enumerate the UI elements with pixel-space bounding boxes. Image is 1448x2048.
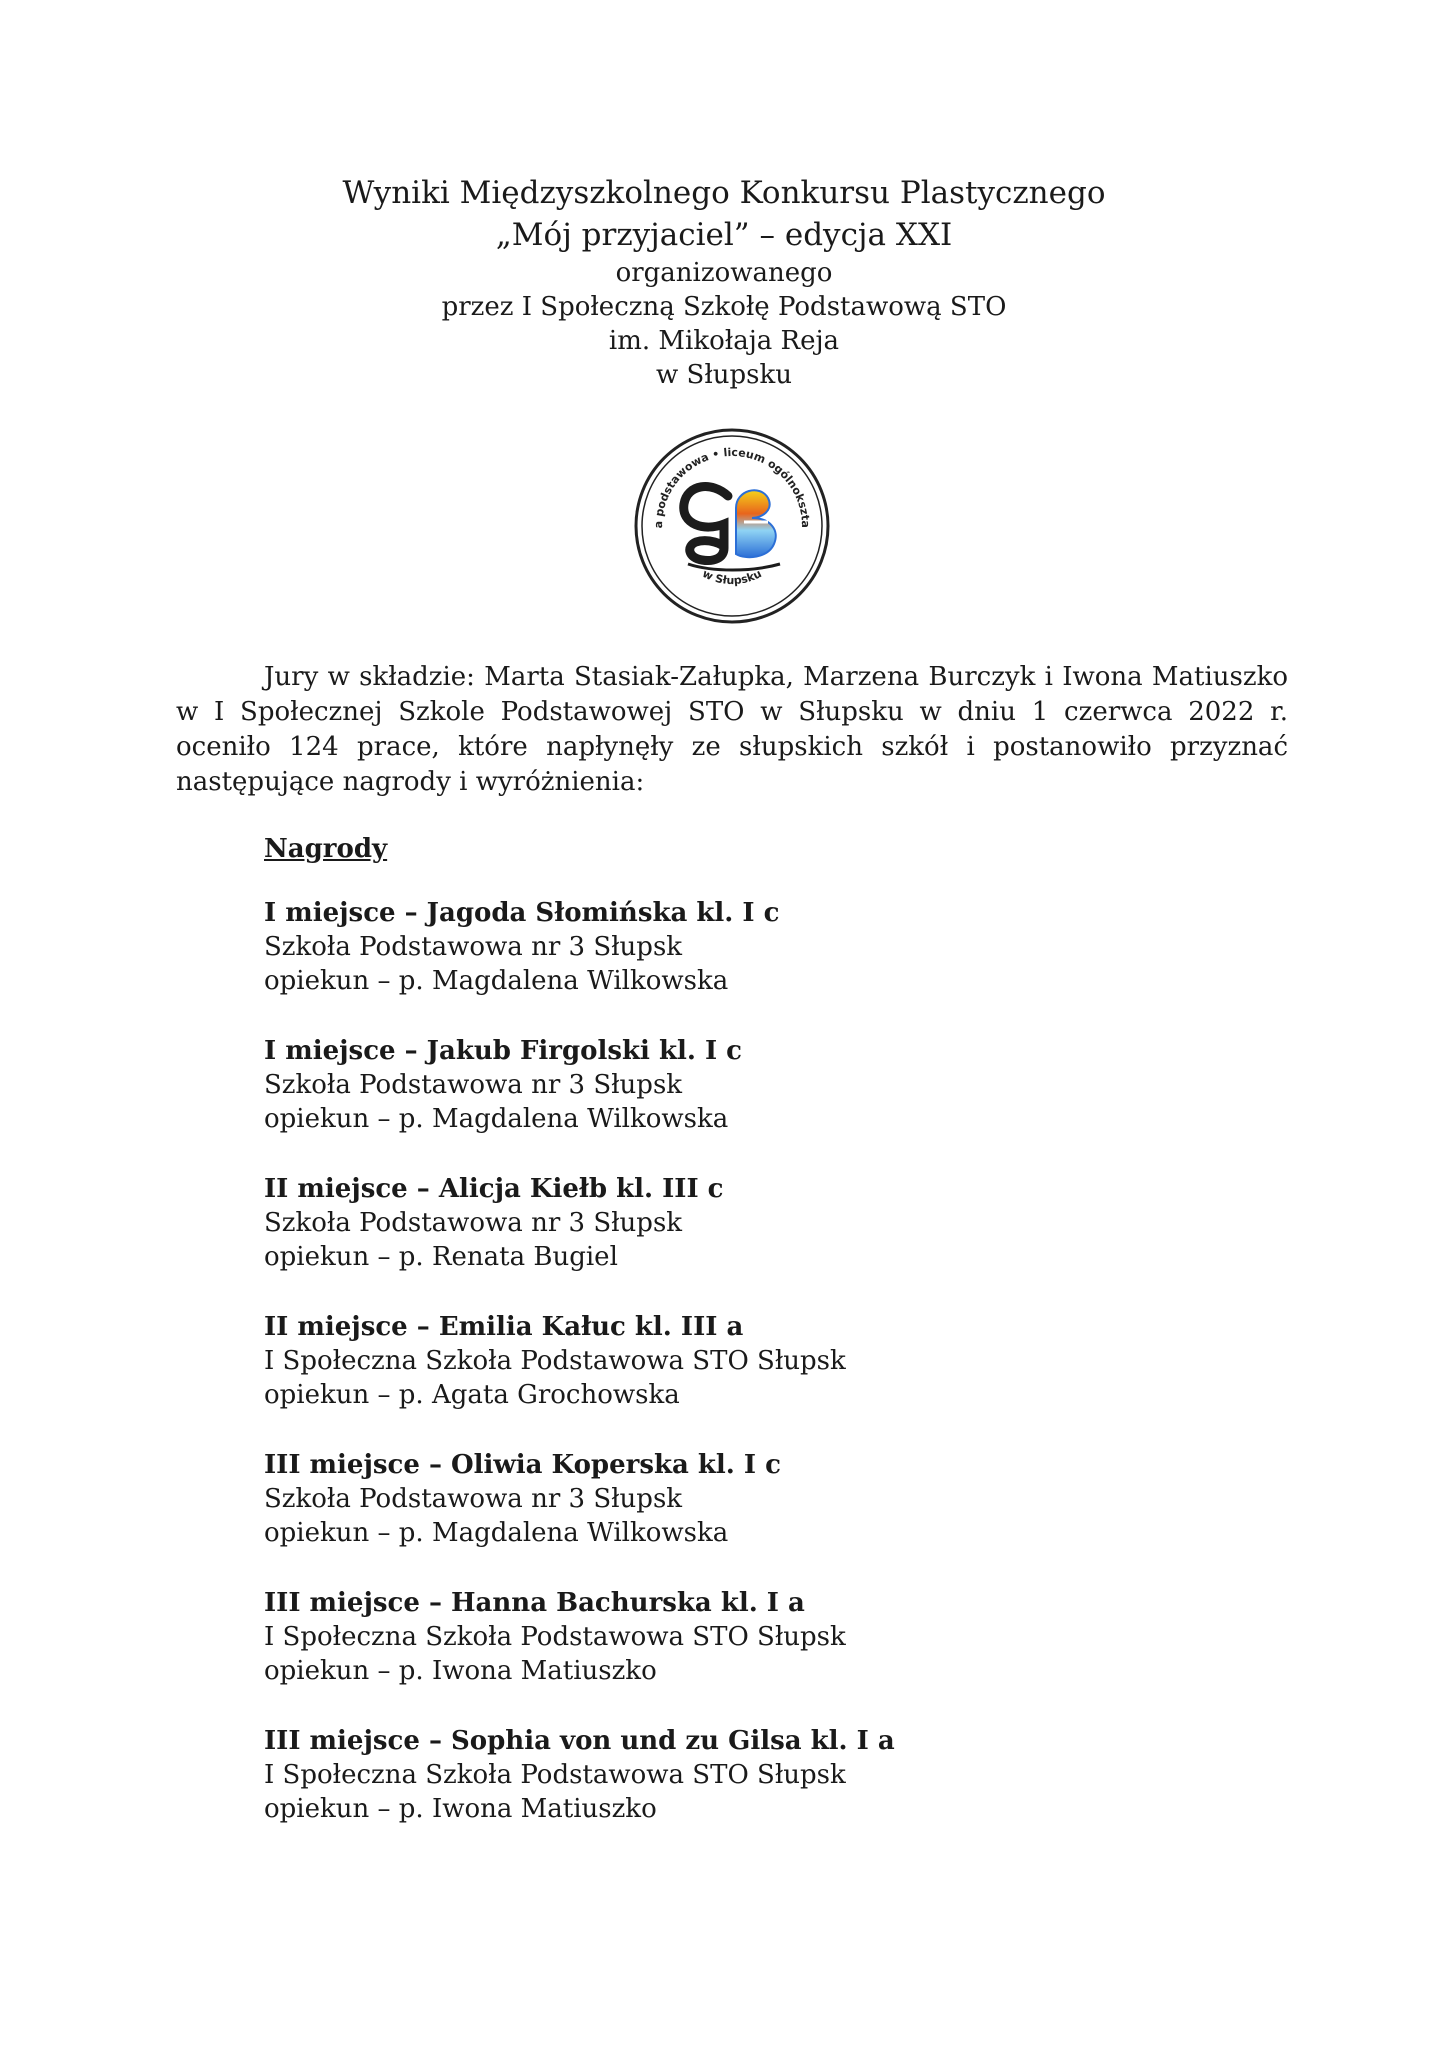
header-title: Wyniki Międzyszkolnego Konkursu Plastycznego <box>342 175 1106 211</box>
section-title-nagrody: Nagrody <box>264 834 388 864</box>
award-school: I Społeczna Szkoła Podstawowa STO Słupsk <box>264 1346 846 1376</box>
awards-list <box>264 896 1264 1862</box>
award-school: Szkoła Podstawowa nr 3 Słupsk <box>264 1208 683 1238</box>
award-guardian: opiekun – p. Magdalena Wilkowska <box>264 1104 729 1134</box>
award-item <box>264 1586 1264 1724</box>
award-school: Szkoła Podstawowa nr 3 Słupsk <box>264 1070 683 1100</box>
award-title: II miejsce – Emilia Kałuc kl. III a <box>264 1312 744 1342</box>
intro-text: Jury w składzie: Marta Stasiak-Załupka, Marzena Burczyk i Iwona Matiuszko w I Społecznej Szkole Podstawowej STO w Słupsku w dniu 1 czerwca 2022 r. oceniło 124 prace, które napłynęły ze słupskich szkół i postanowiło przyznać następujące nagrody i wyróżnienia: <box>176 662 1288 797</box>
award-guardian: opiekun – p. Iwona Matiuszko <box>264 1794 657 1824</box>
header-line: przez I Społeczną Szkołę Podstawową STO <box>441 292 1007 322</box>
school-logo-icon <box>632 426 832 626</box>
award-guardian: opiekun – p. Iwona Matiuszko <box>264 1656 657 1686</box>
header-line: w Słupsku <box>656 360 792 390</box>
award-item <box>264 1724 1264 1862</box>
award-title: I miejsce – Jagoda Słomińska kl. I c <box>264 898 780 928</box>
award-title: II miejsce – Alicja Kiełb kl. III c <box>264 1174 724 1204</box>
logo-graphic <box>632 426 832 626</box>
award-guardian: opiekun – p. Magdalena Wilkowska <box>264 966 729 996</box>
award-school: I Społeczna Szkoła Podstawowa STO Słupsk <box>264 1760 846 1790</box>
award-school: Szkoła Podstawowa nr 3 Słupsk <box>264 932 683 962</box>
award-item <box>264 1448 1264 1586</box>
award-title: I miejsce – Jakub Firgolski kl. I c <box>264 1036 743 1066</box>
award-item <box>264 896 1264 1034</box>
document-header <box>0 172 1448 392</box>
award-guardian: opiekun – p. Magdalena Wilkowska <box>264 1518 729 1548</box>
award-title: III miejsce – Sophia von und zu Gilsa kl. I a <box>264 1726 895 1756</box>
header-subtitle: „Mój przyjaciel” – edycja XXI <box>495 217 953 253</box>
award-title: III miejsce – Hanna Bachurska kl. I a <box>264 1588 805 1618</box>
award-item <box>264 1310 1264 1448</box>
logo-arc-top: a podstawowa • liceum ogólnokszta <box>651 445 813 529</box>
award-title: III miejsce – Oliwia Koperska kl. I c <box>264 1450 781 1480</box>
award-guardian: opiekun – p. Renata Bugiel <box>264 1242 618 1272</box>
header-line: organizowanego <box>615 258 833 288</box>
award-guardian: opiekun – p. Agata Grochowska <box>264 1380 680 1410</box>
logo-letter-b <box>736 490 776 557</box>
award-school: Szkoła Podstawowa nr 3 Słupsk <box>264 1484 683 1514</box>
award-item <box>264 1034 1264 1172</box>
award-item <box>264 1172 1264 1310</box>
logo-arc-bottom: w Słupsku <box>700 567 764 588</box>
award-school: I Społeczna Szkoła Podstawowa STO Słupsk <box>264 1622 846 1652</box>
intro-paragraph <box>176 660 1288 800</box>
header-line: im. Mikołaja Reja <box>608 326 840 356</box>
